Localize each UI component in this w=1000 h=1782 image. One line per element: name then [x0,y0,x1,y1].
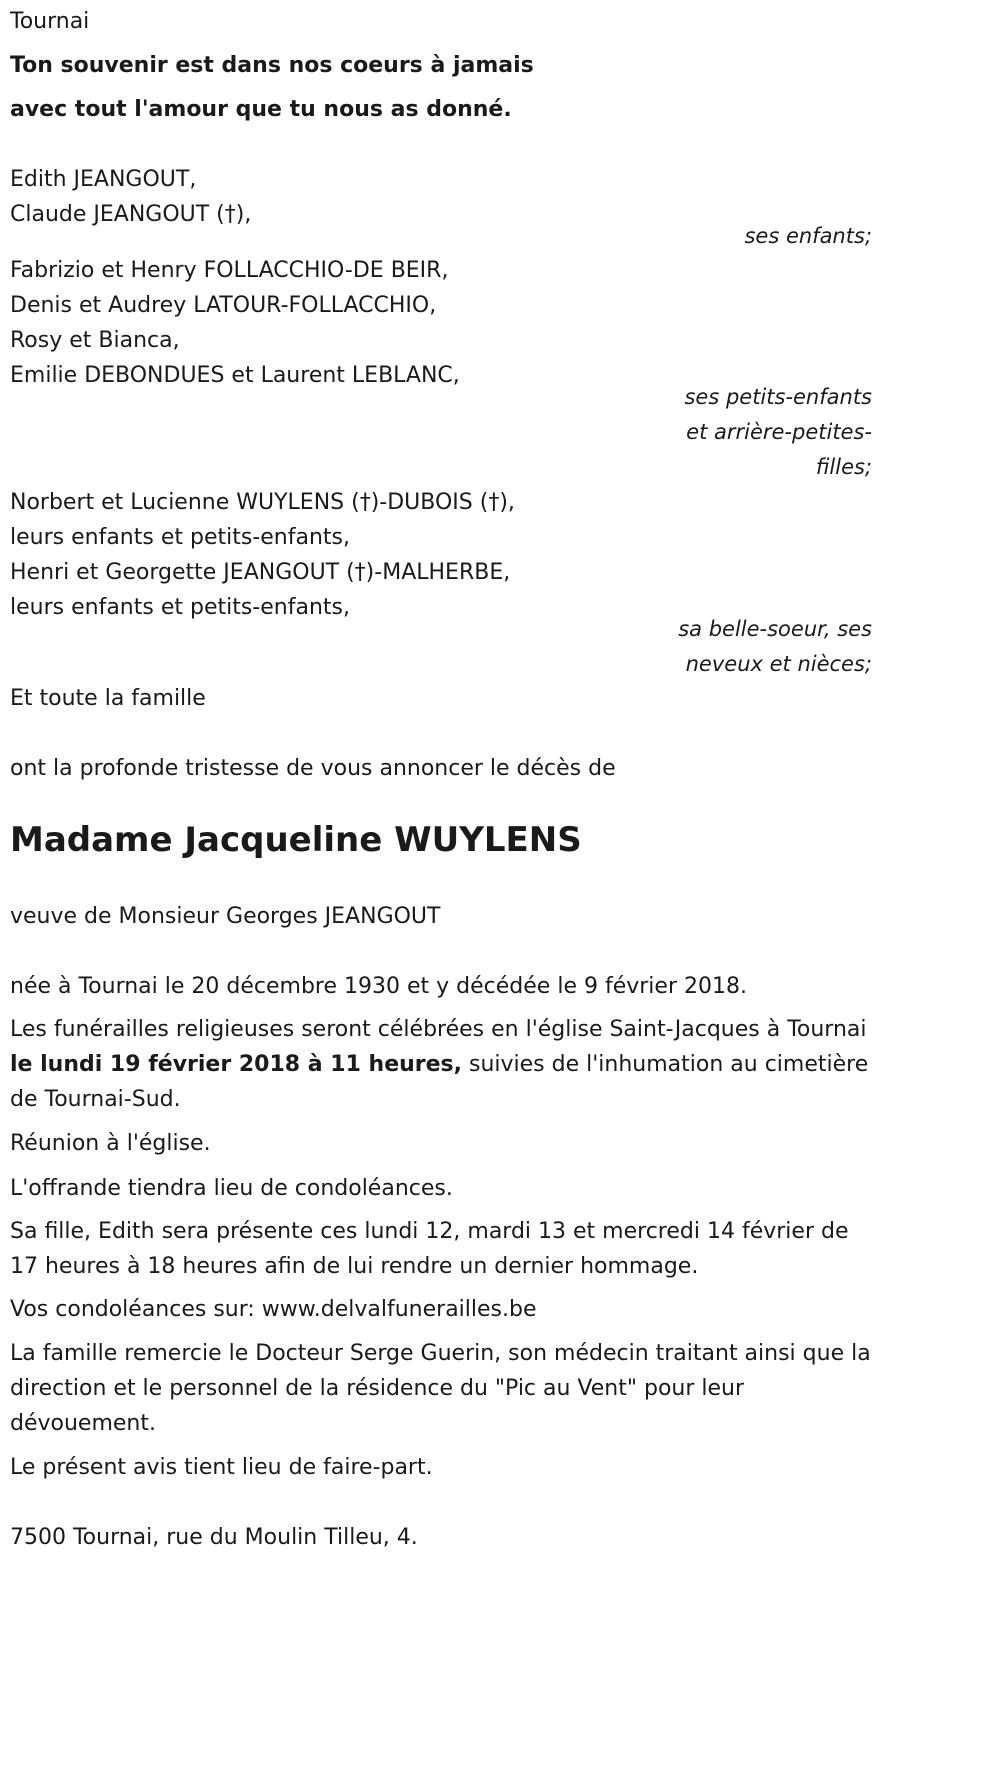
in-law-name: leurs enfants et petits-enfants, [10,595,350,620]
grandchild-name: Fabrizio et Henry FOLLACCHIO-DE BEIR, [10,258,449,283]
meeting: Réunion à l'église. [10,1131,211,1156]
grandchild-name: Denis et Audrey LATOUR-FOLLACCHIO, [10,293,437,318]
grandchild-name: Emilie DEBONDUES et Laurent LEBLANC, [10,363,460,388]
grandchild-name: Rosy et Bianca, [10,328,180,353]
in-law-name: leurs enfants et petits-enfants, [10,525,350,550]
in-laws-role: sa belle-soeur, ses [678,617,872,641]
child-name: Edith JEANGOUT, [10,167,197,192]
motto-line-2: avec tout l'amour que tu nous as donné. [10,97,512,122]
child-name: Claude JEANGOUT (†), [10,202,252,227]
condolences: Vos condoléances sur: www.delvalfunerailles.be [10,1297,537,1322]
address: 7500 Tournai, rue du Moulin Tilleu, 4. [10,1525,418,1550]
children-role: ses enfants; [744,224,872,248]
offering: L'offrande tiendra lieu de condoléances. [10,1176,453,1201]
funeral-text: suivies de l'inhumation au cimetière de Tournai-Sud. [10,1052,869,1112]
grandchildren-role: et arrière-petites- [686,420,872,444]
in-law-name: Henri et Georgette JEANGOUT (†)-MALHERBE, [10,560,511,585]
grandchildren-role: filles; [815,455,872,479]
funeral-date: le lundi 19 février 2018 à 11 heures, [10,1052,462,1077]
thanks-paragraph: La famille remercie le Docteur Serge Guerin, son médecin traitant ainsi que la direction et le personnel de la résidence du "Pic au Vent" pour leur dévouement. [10,1341,871,1436]
in-law-name: Norbert et Lucienne WUYLENS (†)-DUBOIS (†), [10,490,515,515]
grandchildren-role: ses petits-enfants [684,385,872,409]
announcement: ont la profonde tristesse de vous annoncer le décès de [10,756,616,781]
notice: Le présent avis tient lieu de faire-part. [10,1455,433,1480]
in-laws-role: neveux et nièces; [685,652,872,676]
family-line: Et toute la famille [10,686,206,711]
deceased-name: Madame Jacqueline WUYLENS [10,820,582,860]
widow-of: veuve de Monsieur Georges JEANGOUT [10,904,441,929]
funeral-paragraph [10,1012,872,1117]
location: Tournai [10,9,90,34]
funeral-text: Les funérailles religieuses seront célébrées en l'église Saint-Jacques à Tournai [10,1017,867,1042]
motto-line-1: Ton souvenir est dans nos coeurs à jamais [10,53,534,78]
visit-paragraph: Sa fille, Edith sera présente ces lundi 12, mardi 13 et mercredi 14 février de 17 heures à 18 heures afin de lui rendre un dernier hommage. [10,1219,849,1279]
birth-death: née à Tournai le 20 décembre 1930 et y décédée le 9 février 2018. [10,974,747,999]
